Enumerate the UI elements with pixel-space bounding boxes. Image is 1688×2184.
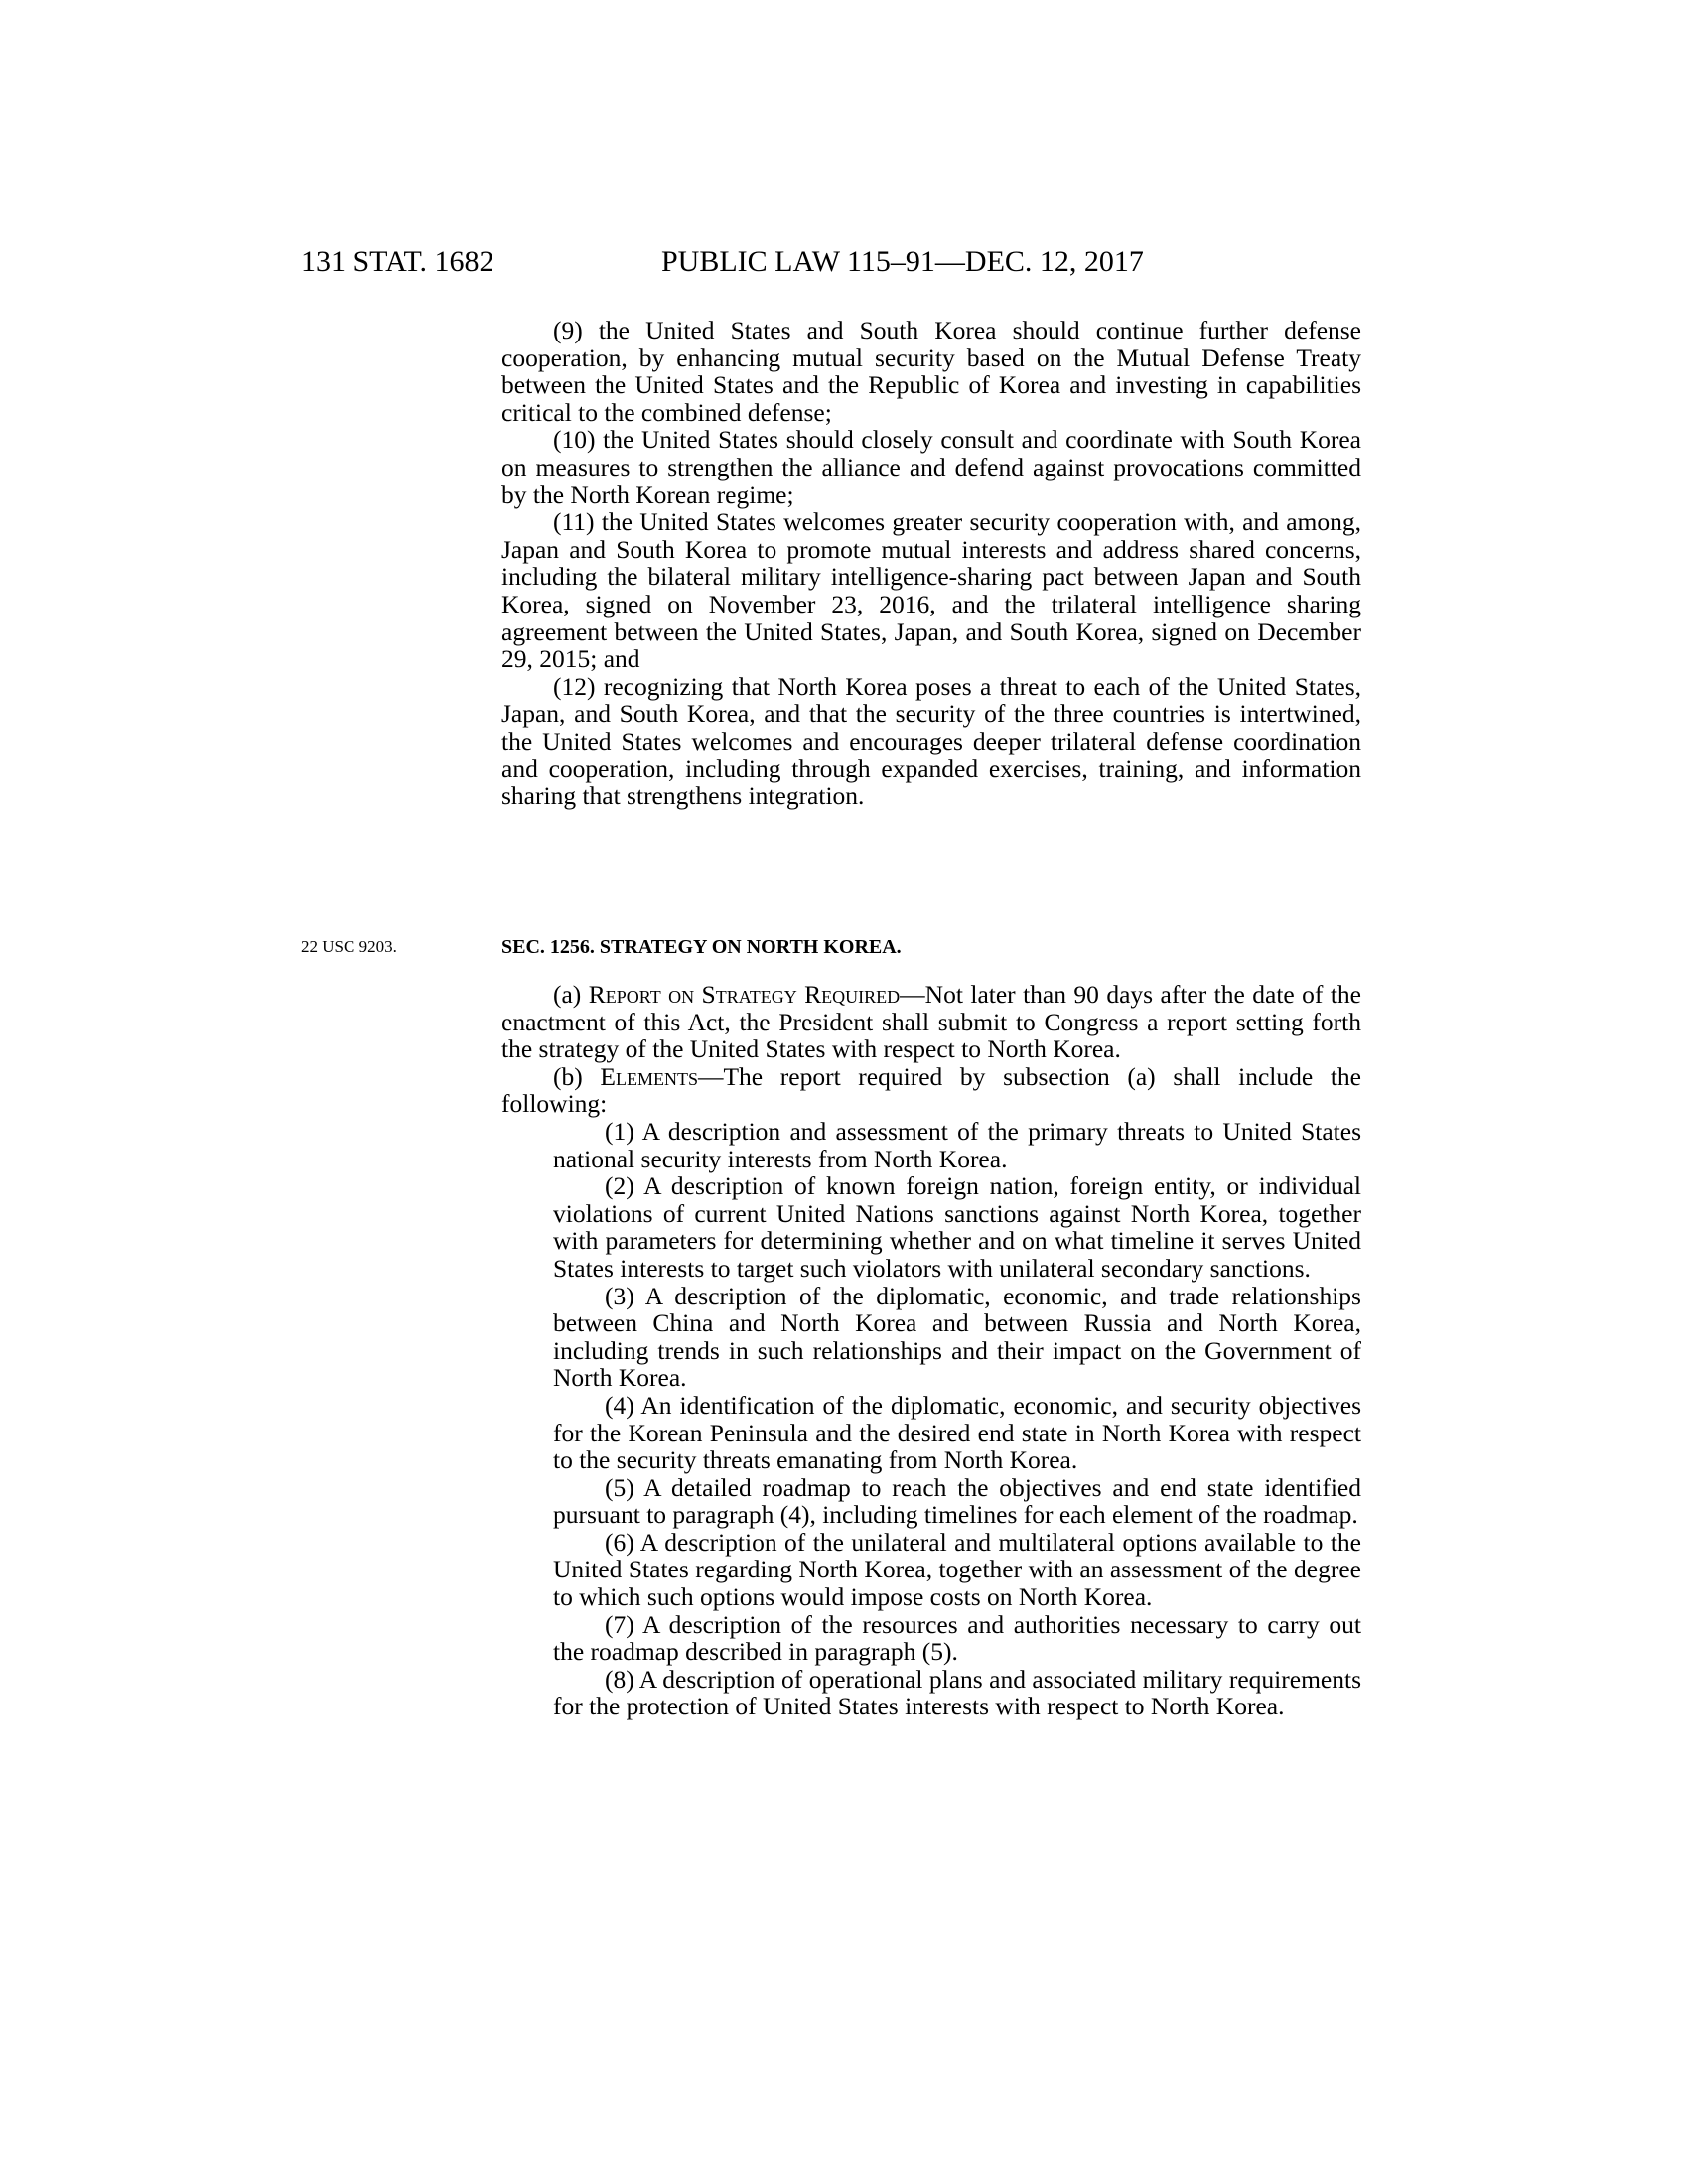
page-header (301, 242, 1373, 282)
subsection-b (501, 1063, 1361, 1118)
statute-citation: 131 STAT. 1682 (301, 245, 494, 278)
paragraph-9: (9) the United States and South Korea should continue further defense cooperation, by enhancing mutual security based on the Mutual Defense Treaty between the United States and the Republic of Korea and investing in capabilities critical to the combined defense; (501, 316, 1361, 427)
subsection-b-heading: Elements (600, 1061, 698, 1091)
element-6: (6) A description of the unilateral and multilateral options available to the United States regarding North Korea, together with an assessment of the degree to which such options would impose costs on North Korea. (553, 1527, 1361, 1612)
subsection-a (501, 981, 1361, 1063)
public-law-citation: PUBLIC LAW 115–91—DEC. 12, 2017 (661, 245, 1144, 278)
paragraph-10: (10) the United States should closely consult and coordinate with South Korea on measures to strengthen the alliance and defend against provocations committed by the North Korean regime; (501, 425, 1361, 509)
element-2: (2) A description of known foreign nation, foreign entity, or individual violations of current United Nations sanctions against North Korea, together with parameters for determining whether and on what timeline it serves United States interests to target such violators with unilateral secondary sanctions. (553, 1171, 1361, 1283)
section-body (501, 981, 1361, 1720)
subsection-a-heading: Report on Strategy Required (588, 980, 901, 1009)
element-1: (1) A description and assessment of the primary threats to United States national security interests from North Korea. (553, 1116, 1361, 1173)
element-5: (5) A detailed roadmap to reach the objectives and end state identified pursuant to paragraph (4), including timelines for each element of the roadmap. (553, 1472, 1361, 1530)
paragraph-11: (11) the United States welcomes greater security cooperation with, and among, Japan and South Korea to promote mutual interests and address shared concerns, including the bilateral military intelligence-sharing pact between Japan and South Korea, signed on November 23, 2016, and the trilateral intelligence sharing agreement between the United States, Japan, and South Korea, signed on December 29, 2015; and (501, 507, 1361, 674)
section-heading: SEC. 1256. STRATEGY ON NORTH KOREA. (501, 936, 902, 958)
usc-margin-note: 22 USC 9203. (301, 937, 397, 956)
subsection-a-text: —Not later than 90 days after the date of the enactment of this Act, the President shall submit to Congress a report setting forth the strategy of the United States with respect to North Korea. (501, 980, 1362, 1064)
subsection-a-marker: (a) (553, 980, 582, 1009)
element-8: (8) A description of operational plans and associated military requirements for the protection of United States interests with respect to North Korea. (553, 1664, 1361, 1721)
continued-paragraphs (501, 317, 1361, 810)
element-3: (3) A description of the diplomatic, economic, and trade relationships between China and North Korea and between Russia and North Korea, including trends in such relationships and their impact on the Government of North Korea. (553, 1281, 1361, 1393)
element-4: (4) An identification of the diplomatic, economic, and security objectives for the Korean Peninsula and the desired end state in North Korea with respect to the security threats emanating from North Korea. (553, 1390, 1361, 1475)
element-7: (7) A description of the resources and authorities necessary to carry out the roadmap described in paragraph (5). (553, 1609, 1361, 1667)
subsection-b-marker: (b) (553, 1061, 583, 1091)
subsection-b-text: —The report required by subsection (a) shall include the following: (501, 1061, 1362, 1119)
paragraph-12: (12) recognizing that North Korea poses a threat to each of the United States, Japan, and South Korea, and that the security of the three countries is intertwined, the United States welcomes and encourages deeper trilateral defense coordination and cooperation, including through expanded exercises, training, and information sharing that strengthens integration. (501, 671, 1361, 811)
